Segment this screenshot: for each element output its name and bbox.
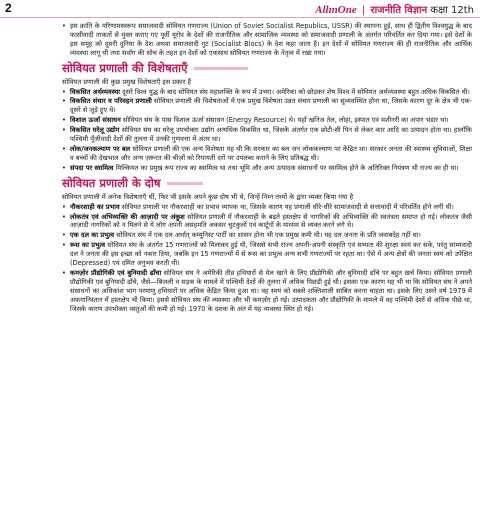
bullet-icon: • <box>62 231 66 240</box>
bullet-icon: • <box>62 202 66 211</box>
feature-item-title: संपदा पर स्वामित्व <box>70 163 114 172</box>
feature-item <box>62 88 472 97</box>
feature-item <box>62 97 472 115</box>
brand-header <box>315 2 474 16</box>
defect-item-text: सोवियत संघ में एक दल अर्थात् कम्युनिस्ट पार्टी का शासन होना भी एक प्रमुख कमी थी। यह दल जनता के प्रति जवाबदेह नहीं था। <box>116 231 421 240</box>
section-heading-defects <box>62 176 472 191</box>
bullet-icon: • <box>62 212 66 221</box>
heading-rule <box>194 67 248 70</box>
bullet-icon: • <box>62 126 66 135</box>
header-divider <box>0 17 480 18</box>
intro-paragraph <box>62 22 472 58</box>
feature-item-title: विकसित अर्थव्यवस्था <box>70 87 121 96</box>
defect-item-title: लोकतंत्र एवं अभिव्यक्ति की आज़ादी पर अंकुश <box>70 212 185 221</box>
subject-title: राजनीति विज्ञान <box>370 5 428 16</box>
bullet-icon: • <box>62 163 66 172</box>
defect-item <box>62 213 472 231</box>
bullet-icon: • <box>62 22 66 30</box>
feature-item <box>62 145 472 163</box>
feature-item-text: मिल्कियत का प्रमुख रूप राज्य का स्वामित्व था तथा भूमि और अन्य उत्पादक संसाधनों पर स्वामित्व होने के अतिरिक्त नियंत्रण भी राज्य का ही था। <box>115 163 459 172</box>
class-label: कक्षा 12th <box>430 5 474 16</box>
defect-item-text: सोवियत संघ ने अमेरिकी तीव्र हथियारों से मेल खाने के लिए प्रौद्योगिकी और बुनियादी ढाँचे पर बहुत ख़र्च किया। सोवियत प्रणाली प्रौद्योगिकी एवं बुनियादी ढाँचे, जैसे—बिजली व सड़क के मामले में पश्चिमी देशों की तुलना में अधिक पिछड़ी हुई थी। इसका एक कारण यह भी था कि सोवियत संघ ने अपने संसाधनों का अधिकांश भाग परमाणु हथियारों पर अधिक केंद्रित किया हुआ था। वह स्वयं को सबसे शक्तिशाली साबित करना चाहता था। इसके लिए उसने वर्ष 1979 में अफगानिस्तान में हस्तक्षेप भी किया। इससे सोवियत संघ की व्यवस्था और भी कमज़ोर हो गई। उत्पादकता और प्रौद्योगिकी के मामले में वह पश्चिमी देशों से अधिक पीछे था, जिसके कारण उपभोक्ता वस्तुओं की कमी हो गई। 1970 के दशक के अंत में यह व्यवस्था स्थिर हो गई। <box>70 268 472 313</box>
defect-item-text: सोवियत संघ के अंतर्गत 15 गणराज्यों को मिलाकर हुई थी, जिससे सभी राज्य अपनी-अपनी संस्कृति एवं सभ्यता की सुरक्षा स्वयं कर सके, परंतु साम्यवादी दल ने जनता की इस इच्छा को नकार दिया, जबकि इन 15 गणराज्यों में से रूस का प्रभुत्व अन्य सभी गणराज्यों पर रहता था। ऐसे में अन्य क्षेत्रों की जनता स्वयं को उपेक्षित (Depressed) एवं दमित अनुभव करती थी। <box>70 241 472 268</box>
feature-item <box>62 126 472 144</box>
feature-item-text: सोवियत प्रणाली की एक अन्य विशेषता यह थी कि सरकार का बल जन लोककल्याण पर केंद्रित था। सरकार जनता की स्वास्थ्य सुविधाओं, शिक्षा व बच्चों की देखभाल और अन्य ज़रूरत की चीज़ों को रियायती दरों पर उपलब्ध कराने के लिए प्रतिबद्ध थी। <box>70 144 472 162</box>
feature-item <box>62 164 472 173</box>
feature-item <box>62 116 472 125</box>
bullet-icon: • <box>62 116 66 125</box>
defect-item-text: सोवियत प्रणाली पर नौकरशाही का प्रभाव व्यापक था, जिसके कारण यह प्रणाली धीरे-धीरे सामाजवादी से सत्तावादी में परिवर्तित होने लगी थी। <box>121 202 454 211</box>
defect-item <box>62 231 472 240</box>
page-content <box>62 22 472 314</box>
bullet-icon: • <box>62 87 66 96</box>
header-separator: | <box>361 5 366 16</box>
defect-item <box>62 241 472 268</box>
brand-logo: AllınOne <box>315 4 357 16</box>
section-title-features: सोवियत प्रणाली की विशेषताएँ <box>62 60 188 75</box>
defect-item <box>62 269 472 314</box>
defect-item-title: नौकरशाही का प्रभाव <box>70 202 120 211</box>
bullet-icon: • <box>62 97 66 106</box>
intro-text: इस क्रांति के परिणामस्वरूप समाजवादी सोवियत गणराज्य (Union of Soviet Socialist Republics, USSR) की स्थापना हुई, साथ ही द्वितीय विश्वयुद्ध के बाद फासीवादी ताकतों से मुक्त कराए गए पूर्वी यूरोप के देशों की राजनीतिक और सामाजिक व्यवस्था को समाजवादी प्रणाली के अंतर्गत परिवर्तित कर दिया गया। इसे देशों के इस समूह को दूसरी दुनिया के देश अथवा समाजवादी गुट (Socialist Blocs) के देश कहा जाता है। इन देशों में सोवियत गणराज्य की ही राजनीतिक और आर्थिक व्यवस्था लागू थी तथा सर्वांग की सोच के तहत इन देशों को एकसाथ सोवियत गणराज्य के नेतृत्व में रखा गया। <box>70 22 472 57</box>
defect-item-title: एक दल का प्रभुत्व <box>70 231 115 240</box>
section-lead-defects: सोवियत प्रणाली में अनेक विशेषताएँ थीं, फिर भी इसके अपने कुछ दोष भी थे, जिन्हें निम्न तथ्यों के द्वारा व्यक्त किया गया है <box>62 192 354 201</box>
feature-item-text: सोवियत संघ का घरेलू उपभोक्ता उद्योग अत्यधिक विकसित था, जिसके अंतर्गत एक छोटी-सी पिन से लेकर कार आदि का उत्पादन होता था। हालाँकि पश्चिमी पूँजीवादी देशों की तुलना में उनकी गुणवत्ता में अंतर था। <box>70 126 472 144</box>
bullet-icon: • <box>62 144 66 153</box>
section-title-defects: सोवियत प्रणाली के दोष <box>62 175 161 190</box>
page-number: 2 <box>5 1 12 15</box>
defect-item-title: कमज़ोर प्रौद्योगिकी एवं बुनियादी ढाँचा <box>70 268 162 277</box>
feature-item-title: विकसित संचार व परिवहन प्रणाली <box>70 97 152 106</box>
feature-item-text: सोवियत संघ के पास विशाल ऊर्जा संसाधन (Energy Resource) थे। यहाँ खनिज तेल, लोहा, इस्पात एवं मशीनरी का अपार भंडार था। <box>122 116 449 125</box>
feature-item-text: सोवियत प्रणाली की विशेषताओं में एक प्रमुख विशेषता उन्नत संचार प्रणाली का सुव्यवस्थित होना था, जिसके कारण दूर के क्षेत्र भी एक-दूसरे से जुड़े हुए थे। <box>70 97 472 115</box>
feature-item-title: लोक/जनकल्याण पर बल <box>70 144 131 153</box>
feature-item-title: विकसित घरेलू उद्योग <box>70 126 120 135</box>
feature-item-text: दूसरे विश्व युद्ध के बाद सोवियत संघ महाशक्ति के रूप में उभरा। अमेरिका को छोड़कर शेष विश्व में सोवियत अर्थव्यवस्था बहुत अधिक विकसित थी। <box>122 87 470 96</box>
defect-item-text: सोवियत प्रणाली में नौकरशाही के बढ़ते हस्तक्षेप से नागरिकों की अभिव्यक्ति की स्वतंत्रता समाप्त हो गई। लोकतंत्र जैसी आज़ादी नागरिकों को न मिलने से ये लोग अपनी असहमति अकसर चुटकुलों एवं कार्टूनों के माध्यम से व्यक्त करने लगे थे। <box>70 212 472 230</box>
section-heading-features <box>62 61 472 76</box>
section-lead-features: सोवियत प्रणाली की कुछ प्रमुख विशेषताएँ इस प्रकार हैं <box>62 77 192 86</box>
feature-item-title: विशाल ऊर्जा संसाधन <box>70 116 121 125</box>
heading-rule <box>167 182 203 185</box>
bullet-icon: • <box>62 241 66 250</box>
page-header <box>0 0 480 18</box>
defect-item-title: रूस का प्रभुत्व <box>70 241 106 250</box>
defect-item <box>62 203 472 212</box>
bullet-icon: • <box>62 268 66 277</box>
